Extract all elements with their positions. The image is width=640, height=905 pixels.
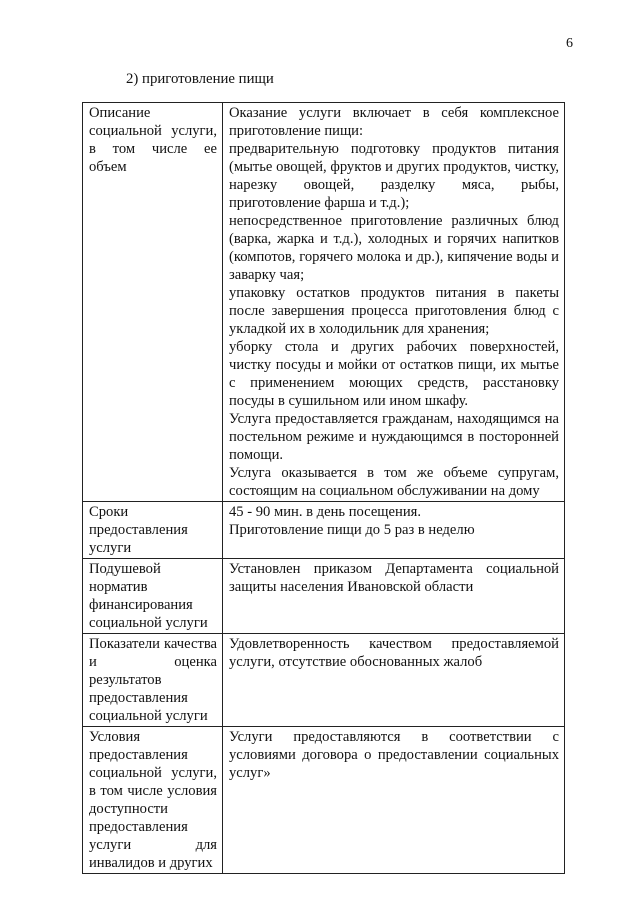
page-number: 6 [566,36,573,51]
row-label-description: Описание социальной услуги, в том числе ее объем [83,103,223,502]
paragraph: Услуги предоставляются в соответствии с условиями договора о предоставлении социальных услуг» [229,729,559,781]
paragraph: 45 - 90 мин. в день посещения. [229,504,421,520]
section-heading: 2) приготовление пищи [126,71,274,87]
row-label-funding: Подушевой норматив финансирования социальной услуги [83,559,223,634]
service-table [82,102,565,874]
paragraph: уборку стола и других рабочих поверхностей, чистку посуды и мойки от остатков пищи, их мытье с применением моющих средств, расстановку посуды в сушильном или ином шкафу. [229,339,559,409]
paragraph: Услуга оказывается в том же объеме супругам, состоящим на социальном обслуживании на дому [229,465,559,499]
paragraph: Удовлетворенность качеством предоставляемой услуги, отсутствие обоснованных жалоб [229,636,559,670]
paragraph: Услуга предоставляется гражданам, находящимся на постельном режиме и нуждающимся в посторонней помощи. [229,411,559,463]
table-row [83,727,565,874]
table-row [83,502,565,559]
table-row [83,103,565,502]
row-label-conditions: Условия предоставления социальной услуги, в том числе условия доступности предоставления услуги для инвалидов и других [83,727,223,874]
row-content-conditions [223,727,565,874]
paragraph: непосредственное приготовление различных блюд (варка, жарка и т.д.), холодных и горячих напитков (компотов, горячего молока и др.), кипячение воды и заварку чая; [229,213,559,283]
paragraph: Приготовление пищи до 5 раз в неделю [229,522,475,538]
paragraph: Оказание услуги включает в себя комплексное приготовление пищи: [229,105,559,139]
paragraph: упаковку остатков продуктов питания в пакеты после завершения процесса приготовления блюд с укладкой их в холодильник для хранения; [229,285,559,337]
row-label-quality: Показатели качества и оценка результатов предоставления социальной услуги [83,634,223,727]
row-content-description [223,103,565,502]
table-row [83,559,565,634]
table-row [83,634,565,727]
paragraph: предварительную подготовку продуктов питания (мытье овощей, фруктов и других продуктов, чистку, нарезку овощей, разделку мяса, рыбы, приготовление фарша и т.д.); [229,141,559,211]
row-label-terms: Сроки предоставления услуги [83,502,223,559]
row-content-funding [223,559,565,634]
row-content-terms [223,502,565,559]
paragraph: Установлен приказом Департамента социальной защиты населения Ивановской области [229,561,559,595]
row-content-quality [223,634,565,727]
